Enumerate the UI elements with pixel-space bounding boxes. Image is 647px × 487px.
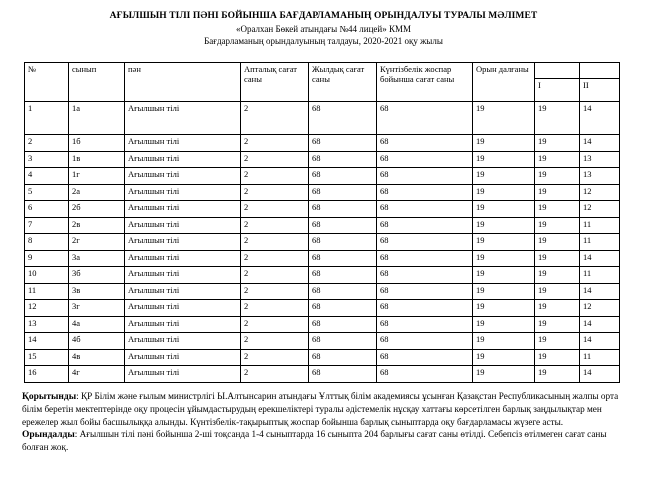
ktp-hours-cell: 68 xyxy=(377,349,473,366)
yearly-hours-cell: 68 xyxy=(309,316,377,333)
notes-block xyxy=(22,390,622,453)
done-label: Орындалды xyxy=(22,429,75,440)
ktp-hours-cell: 68 xyxy=(377,151,473,168)
table-row xyxy=(25,168,620,185)
document-title: АҒЫЛШЫН ТІЛІ ПӘНІ БОЙЫНША БАҒДАРЛАМАНЫҢ ОРЫНДАЛУЫ ТУРАЛЫ МӘЛІМЕТ xyxy=(109,11,538,21)
term1-cell: 19 xyxy=(535,234,580,251)
ktp-hours-cell: 68 xyxy=(377,168,473,185)
term1-cell: 19 xyxy=(535,366,580,383)
conclusion-label: Қорытынды xyxy=(22,392,77,402)
subject-cell: Ағылшын тілі xyxy=(125,102,241,135)
row-number: 13 xyxy=(25,316,69,333)
term2-cell: 14 xyxy=(580,250,620,267)
row-number: 1 xyxy=(25,102,69,135)
term1-cell: 19 xyxy=(535,333,580,350)
yearly-hours-cell: 68 xyxy=(309,283,377,300)
table-row xyxy=(25,151,620,168)
term1-cell: 19 xyxy=(535,316,580,333)
term2-cell: 11 xyxy=(580,217,620,234)
table-row xyxy=(25,316,620,333)
document-subtitle: Бағдарламаның орындалуының талдауы, 2020-2021 оқу жылы xyxy=(204,36,443,46)
done-cell: 19 xyxy=(473,102,535,135)
conclusion-paragraph xyxy=(22,390,622,428)
ktp-hours-cell: 68 xyxy=(377,333,473,350)
weekly-hours-cell: 2 xyxy=(241,333,309,350)
program-table xyxy=(24,62,620,383)
weekly-hours-cell: 2 xyxy=(241,184,309,201)
yearly-hours-cell: 68 xyxy=(309,168,377,185)
term1-cell: 19 xyxy=(535,151,580,168)
yearly-hours-cell: 68 xyxy=(309,151,377,168)
done-cell: 19 xyxy=(473,333,535,350)
row-number: 9 xyxy=(25,250,69,267)
term1-cell: 19 xyxy=(535,300,580,317)
weekly-hours-cell: 2 xyxy=(241,168,309,185)
term1-cell: 19 xyxy=(535,168,580,185)
row-number: 14 xyxy=(25,333,69,350)
term2-cell: 11 xyxy=(580,349,620,366)
col-term2-header: II xyxy=(580,79,620,102)
term2-cell: 12 xyxy=(580,300,620,317)
done-cell: 19 xyxy=(473,184,535,201)
weekly-hours-cell: 2 xyxy=(241,300,309,317)
done-text: : Ағылшын тілі пәні бойынша 2-ші тоқсанда 1-4 сыныптарда 16 сыныпта 204 барлығы сағат саны өтілді. Себепсіз өтілмеген сағат саны болған жоқ. xyxy=(22,428,607,453)
table-row xyxy=(25,366,620,383)
term2-cell: 11 xyxy=(580,267,620,284)
yearly-hours-cell: 68 xyxy=(309,201,377,218)
yearly-hours-cell: 68 xyxy=(309,135,377,152)
weekly-hours-cell: 2 xyxy=(241,234,309,251)
subject-cell: Ағылшын тілі xyxy=(125,366,241,383)
grade-cell: 2г xyxy=(69,234,125,251)
done-cell: 19 xyxy=(473,135,535,152)
row-number: 11 xyxy=(25,283,69,300)
subject-cell: Ағылшын тілі xyxy=(125,184,241,201)
done-cell: 19 xyxy=(473,267,535,284)
subject-cell: Ағылшын тілі xyxy=(125,333,241,350)
weekly-hours-cell: 2 xyxy=(241,201,309,218)
done-paragraph xyxy=(22,428,622,454)
col-term1-header: I xyxy=(535,79,580,102)
row-number: 12 xyxy=(25,300,69,317)
term2-cell: 12 xyxy=(580,201,620,218)
grade-cell: 1а xyxy=(69,102,125,135)
ktp-hours-cell: 68 xyxy=(377,300,473,317)
grade-cell: 3б xyxy=(69,267,125,284)
col-term-header-blank xyxy=(580,63,620,79)
row-number: 15 xyxy=(25,349,69,366)
col-subject-header: пән xyxy=(125,63,241,102)
yearly-hours-cell: 68 xyxy=(309,234,377,251)
term1-cell: 19 xyxy=(535,135,580,152)
ktp-hours-cell: 68 xyxy=(377,234,473,251)
ktp-hours-cell: 68 xyxy=(377,366,473,383)
col-done-header: Орын далғаны xyxy=(473,63,535,102)
table-row xyxy=(25,349,620,366)
row-number: 10 xyxy=(25,267,69,284)
weekly-hours-cell: 2 xyxy=(241,250,309,267)
grade-cell: 1г xyxy=(69,168,125,185)
done-cell: 19 xyxy=(473,201,535,218)
yearly-hours-cell: 68 xyxy=(309,366,377,383)
yearly-hours-cell: 68 xyxy=(309,217,377,234)
subject-cell: Ағылшын тілі xyxy=(125,234,241,251)
done-cell: 19 xyxy=(473,349,535,366)
col-ktp-header: Күнтізбелік жоспар бойынша сағат саны xyxy=(377,63,473,102)
done-cell: 19 xyxy=(473,283,535,300)
term2-cell: 11 xyxy=(580,234,620,251)
table-row xyxy=(25,184,620,201)
row-number: 8 xyxy=(25,234,69,251)
yearly-hours-cell: 68 xyxy=(309,267,377,284)
weekly-hours-cell: 2 xyxy=(241,349,309,366)
done-cell: 19 xyxy=(473,217,535,234)
ktp-hours-cell: 68 xyxy=(377,267,473,284)
grade-cell: 1б xyxy=(69,135,125,152)
table-row xyxy=(25,250,620,267)
subject-cell: Ағылшын тілі xyxy=(125,349,241,366)
row-number: 3 xyxy=(25,151,69,168)
table-row xyxy=(25,102,620,135)
grade-cell: 4в xyxy=(69,349,125,366)
term1-cell: 19 xyxy=(535,217,580,234)
subject-cell: Ағылшын тілі xyxy=(125,316,241,333)
term1-cell: 19 xyxy=(535,283,580,300)
grade-cell: 4а xyxy=(69,316,125,333)
col-term-header-blank xyxy=(535,63,580,79)
table-row xyxy=(25,234,620,251)
ktp-hours-cell: 68 xyxy=(377,283,473,300)
term2-cell: 13 xyxy=(580,168,620,185)
row-number: 5 xyxy=(25,184,69,201)
row-number: 4 xyxy=(25,168,69,185)
col-num-header: № xyxy=(25,63,69,102)
yearly-hours-cell: 68 xyxy=(309,184,377,201)
subject-cell: Ағылшын тілі xyxy=(125,300,241,317)
row-number: 2 xyxy=(25,135,69,152)
ktp-hours-cell: 68 xyxy=(377,316,473,333)
subject-cell: Ағылшын тілі xyxy=(125,217,241,234)
done-cell: 19 xyxy=(473,168,535,185)
ktp-hours-cell: 68 xyxy=(377,201,473,218)
weekly-hours-cell: 2 xyxy=(241,366,309,383)
subject-cell: Ағылшын тілі xyxy=(125,267,241,284)
term1-cell: 19 xyxy=(535,184,580,201)
term2-cell: 14 xyxy=(580,316,620,333)
ktp-hours-cell: 68 xyxy=(377,135,473,152)
weekly-hours-cell: 2 xyxy=(241,316,309,333)
row-number: 16 xyxy=(25,366,69,383)
row-number: 6 xyxy=(25,201,69,218)
col-weekly-header: Апталық сағат саны xyxy=(241,63,309,102)
grade-cell: 1в xyxy=(69,151,125,168)
yearly-hours-cell: 68 xyxy=(309,102,377,135)
done-cell: 19 xyxy=(473,366,535,383)
grade-cell: 3а xyxy=(69,250,125,267)
grade-cell: 2б xyxy=(69,201,125,218)
table-header-row xyxy=(25,63,620,79)
done-cell: 19 xyxy=(473,300,535,317)
term1-cell: 19 xyxy=(535,201,580,218)
grade-cell: 4г xyxy=(69,366,125,383)
weekly-hours-cell: 2 xyxy=(241,283,309,300)
table-row xyxy=(25,217,620,234)
ktp-hours-cell: 68 xyxy=(377,102,473,135)
weekly-hours-cell: 2 xyxy=(241,135,309,152)
term2-cell: 14 xyxy=(580,366,620,383)
subject-cell: Ағылшын тілі xyxy=(125,168,241,185)
weekly-hours-cell: 2 xyxy=(241,151,309,168)
grade-cell: 4б xyxy=(69,333,125,350)
yearly-hours-cell: 68 xyxy=(309,349,377,366)
table-row xyxy=(25,201,620,218)
grade-cell: 3г xyxy=(69,300,125,317)
term2-cell: 12 xyxy=(580,184,620,201)
term1-cell: 19 xyxy=(535,267,580,284)
table-row xyxy=(25,135,620,152)
term1-cell: 19 xyxy=(535,250,580,267)
subject-cell: Ағылшын тілі xyxy=(125,151,241,168)
done-cell: 19 xyxy=(473,316,535,333)
grade-cell: 3в xyxy=(69,283,125,300)
table-row xyxy=(25,267,620,284)
subject-cell: Ағылшын тілі xyxy=(125,283,241,300)
school-name: «Оралхан Бөкей атындағы №44 лицей» КММ xyxy=(235,24,412,34)
ktp-hours-cell: 68 xyxy=(377,184,473,201)
conclusion-text: : ҚР Білім және ғылым министрлігі Ы.Алтынсарин атындағы Ұлттық білім академиясы ұсынған Қазақстан Республикасының жалпы орта білім беретін мектептерінде оқу процесін ұйымдастырудың ерекшеліктері туралы әдістемелік нұсқау хаттағы көрсетілген барлық заңдылықтар мен ережелер жыл бойы басшылыққа алынды. Күнтізбелік-тақырыптық жоспар бойынша барлық сыныптарда оқу бағдарламасы жүзеге асты. xyxy=(22,391,619,427)
ktp-hours-cell: 68 xyxy=(377,250,473,267)
term2-cell: 14 xyxy=(580,135,620,152)
ktp-hours-cell: 68 xyxy=(377,217,473,234)
subject-cell: Ағылшын тілі xyxy=(125,135,241,152)
term2-cell: 14 xyxy=(580,283,620,300)
grade-cell: 2а xyxy=(69,184,125,201)
weekly-hours-cell: 2 xyxy=(241,267,309,284)
row-number: 7 xyxy=(25,217,69,234)
table-row xyxy=(25,300,620,317)
col-yearly-header: Жылдық сағат саны xyxy=(309,63,377,102)
term1-cell: 19 xyxy=(535,349,580,366)
subject-cell: Ағылшын тілі xyxy=(125,201,241,218)
subject-cell: Ағылшын тілі xyxy=(125,250,241,267)
term2-cell: 13 xyxy=(580,151,620,168)
term2-cell: 14 xyxy=(580,102,620,135)
yearly-hours-cell: 68 xyxy=(309,250,377,267)
yearly-hours-cell: 68 xyxy=(309,333,377,350)
table-row xyxy=(25,333,620,350)
done-cell: 19 xyxy=(473,250,535,267)
weekly-hours-cell: 2 xyxy=(241,102,309,135)
term2-cell: 14 xyxy=(580,333,620,350)
col-grade-header: сынып xyxy=(69,63,125,102)
grade-cell: 2в xyxy=(69,217,125,234)
table-row xyxy=(25,283,620,300)
done-cell: 19 xyxy=(473,234,535,251)
yearly-hours-cell: 68 xyxy=(309,300,377,317)
done-cell: 19 xyxy=(473,151,535,168)
term1-cell: 19 xyxy=(535,102,580,135)
weekly-hours-cell: 2 xyxy=(241,217,309,234)
